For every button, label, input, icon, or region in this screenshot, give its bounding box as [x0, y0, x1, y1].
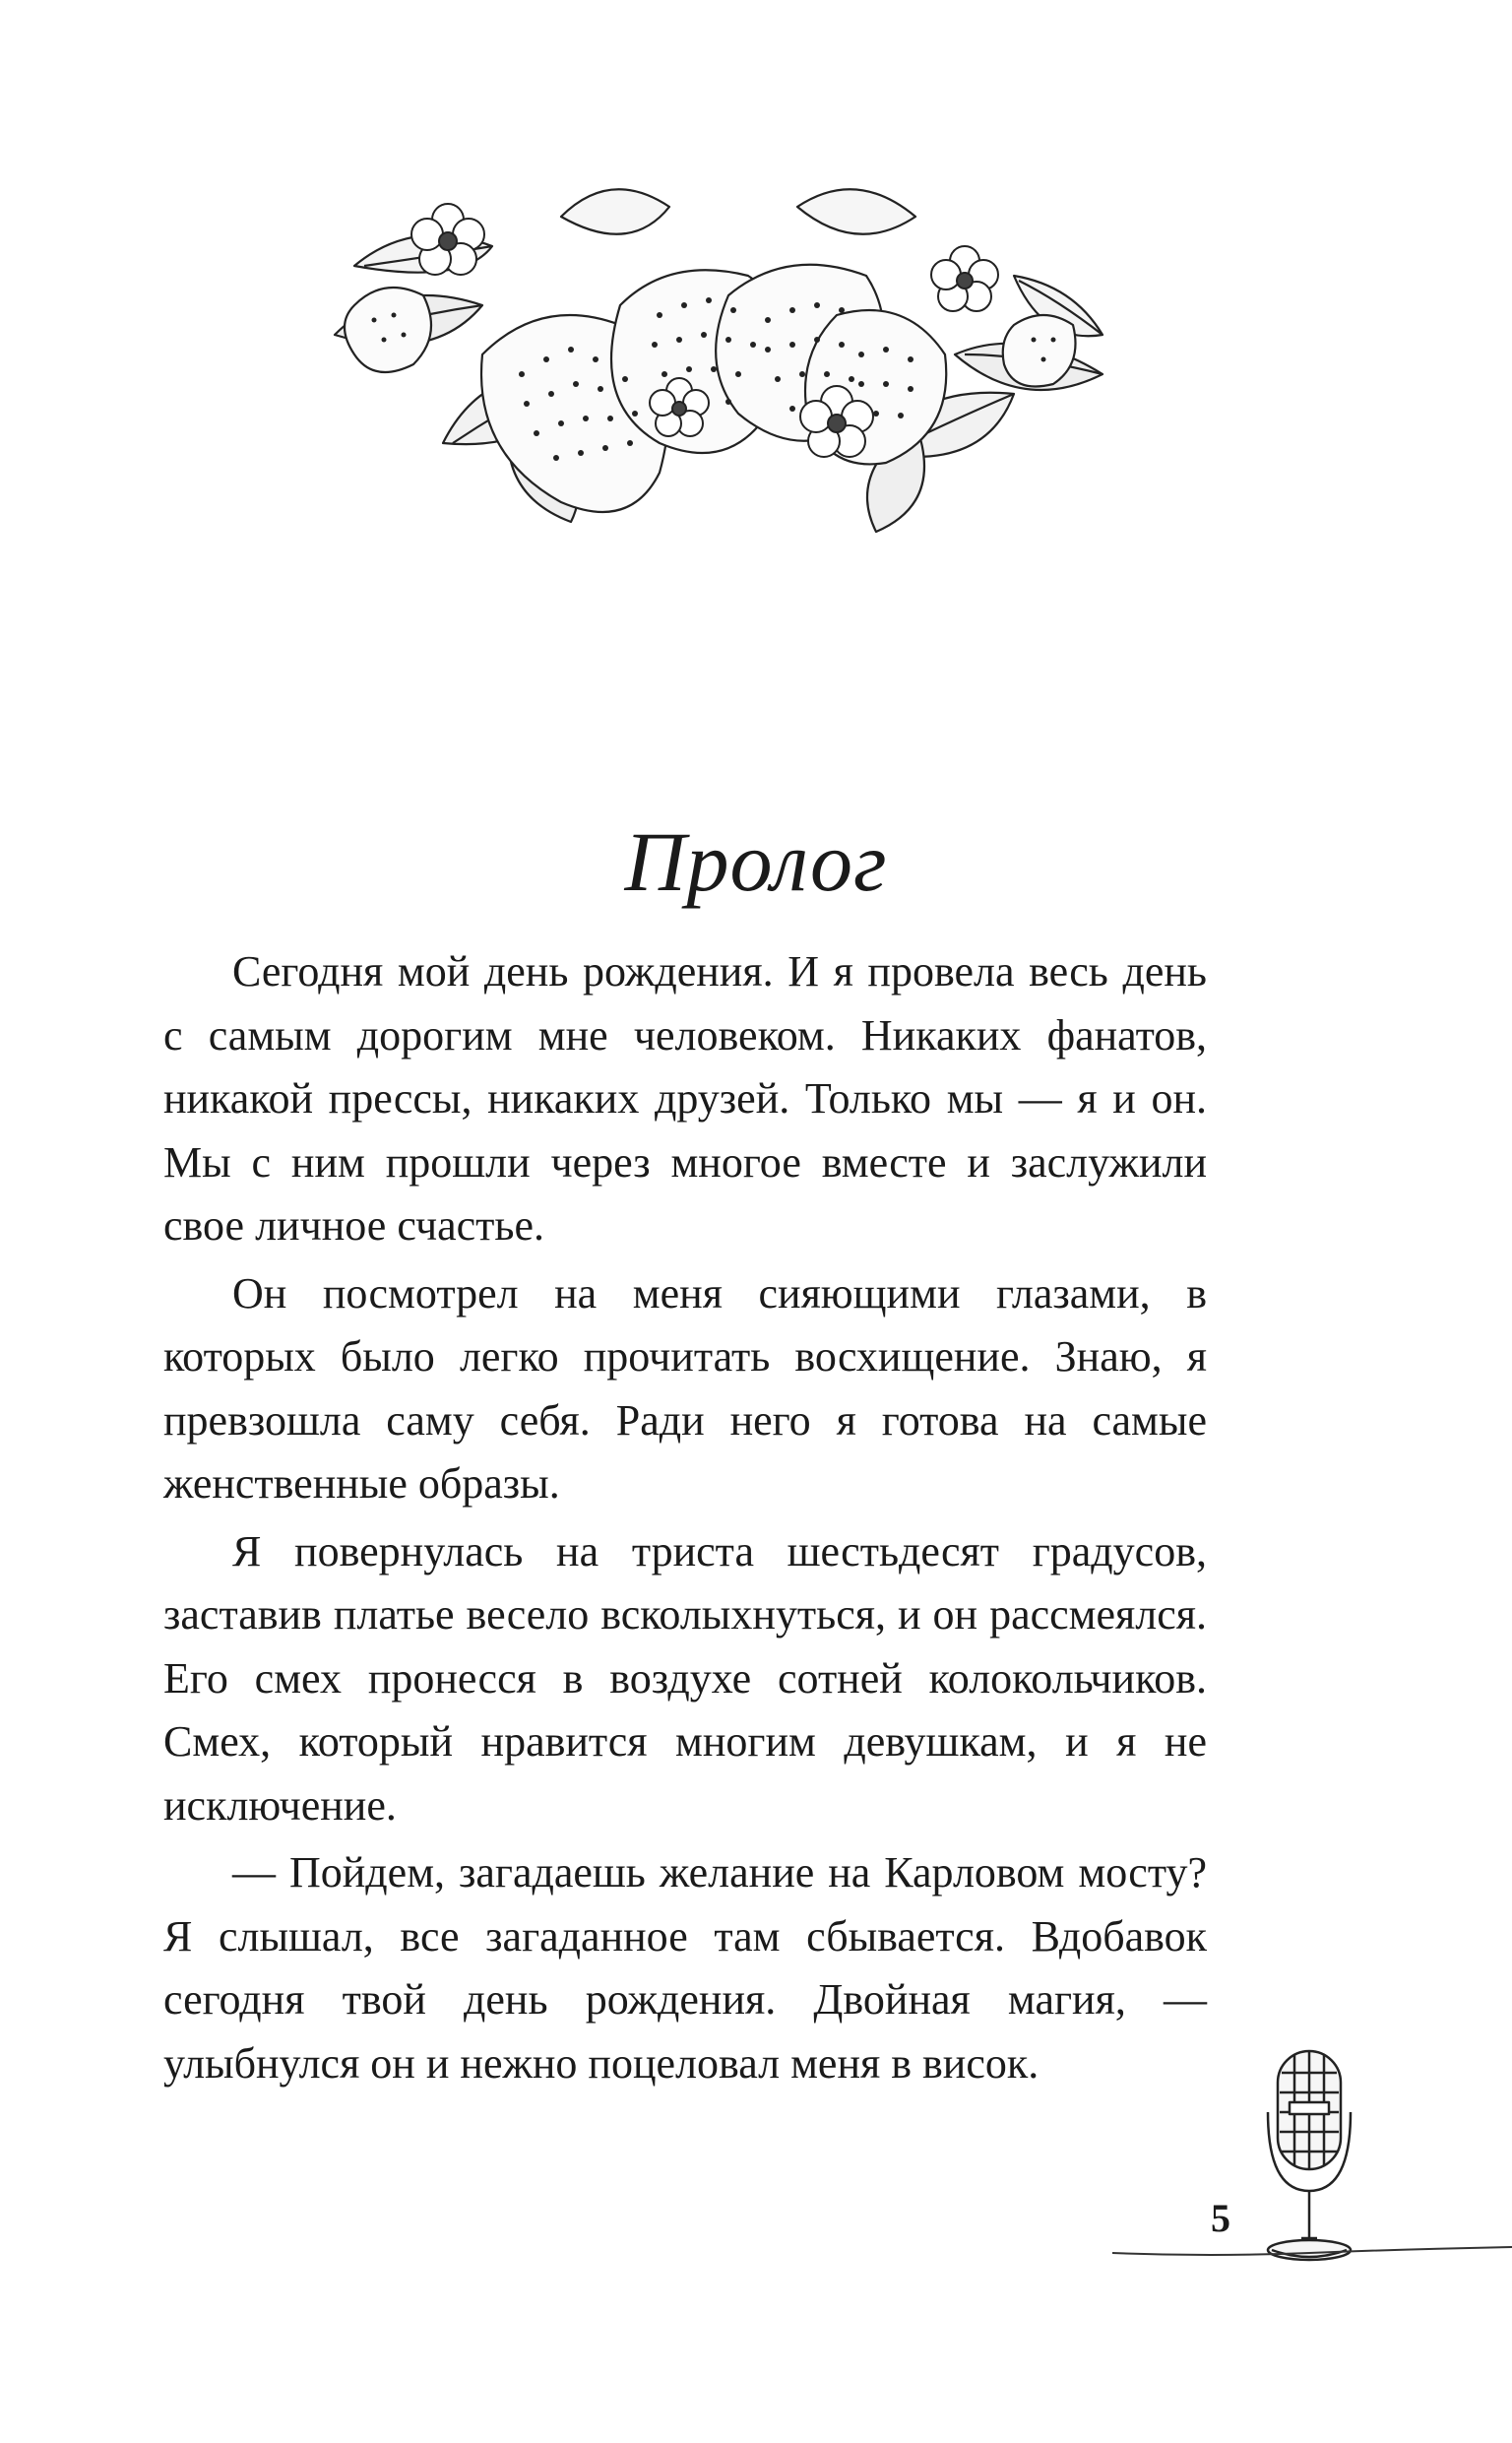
paragraph: Я повернулась на триста шестьдесят градусов, заставив платье весело всколыхнуться, и он рассмеялся. Его смех пронесся в воздухе сотней колокольчиков. Смех, который нравится многим девушкам, и я не исключение. — [163, 1526, 1207, 1830]
strawberry-ornament-icon — [325, 148, 1112, 542]
microphone-icon — [1250, 2043, 1368, 2265]
page-number: 5 — [1211, 2196, 1230, 2240]
paragraph: Сегодня мой день рождения. И я провела весь день с самым дорогим мне человеком. Никаких фанатов, никакой прессы, никаких друзей. Только мы — я и он. Мы с ним прошли через многое вместе и заслужили свое личное счастье. — [163, 947, 1207, 1250]
chapter-body — [163, 940, 1207, 2099]
chapter-title: Пролог — [624, 814, 888, 909]
paragraph: — Пойдем, загадаешь желание на Карловом мосту? Я слышал, все загаданное там сбывается. Вдобавок сегодня твой день рождения. Двойная магия, — улыбнулся он и нежно поцеловал меня в висок. — [163, 1848, 1207, 2088]
paragraph: Он посмотрел на меня сияющими глазами, в которых было легко прочитать восхищение. Знаю, я превзошла саму себя. Ради него я готова на самые женственные образы. — [163, 1268, 1207, 1508]
footer-rule — [1112, 2235, 1512, 2275]
